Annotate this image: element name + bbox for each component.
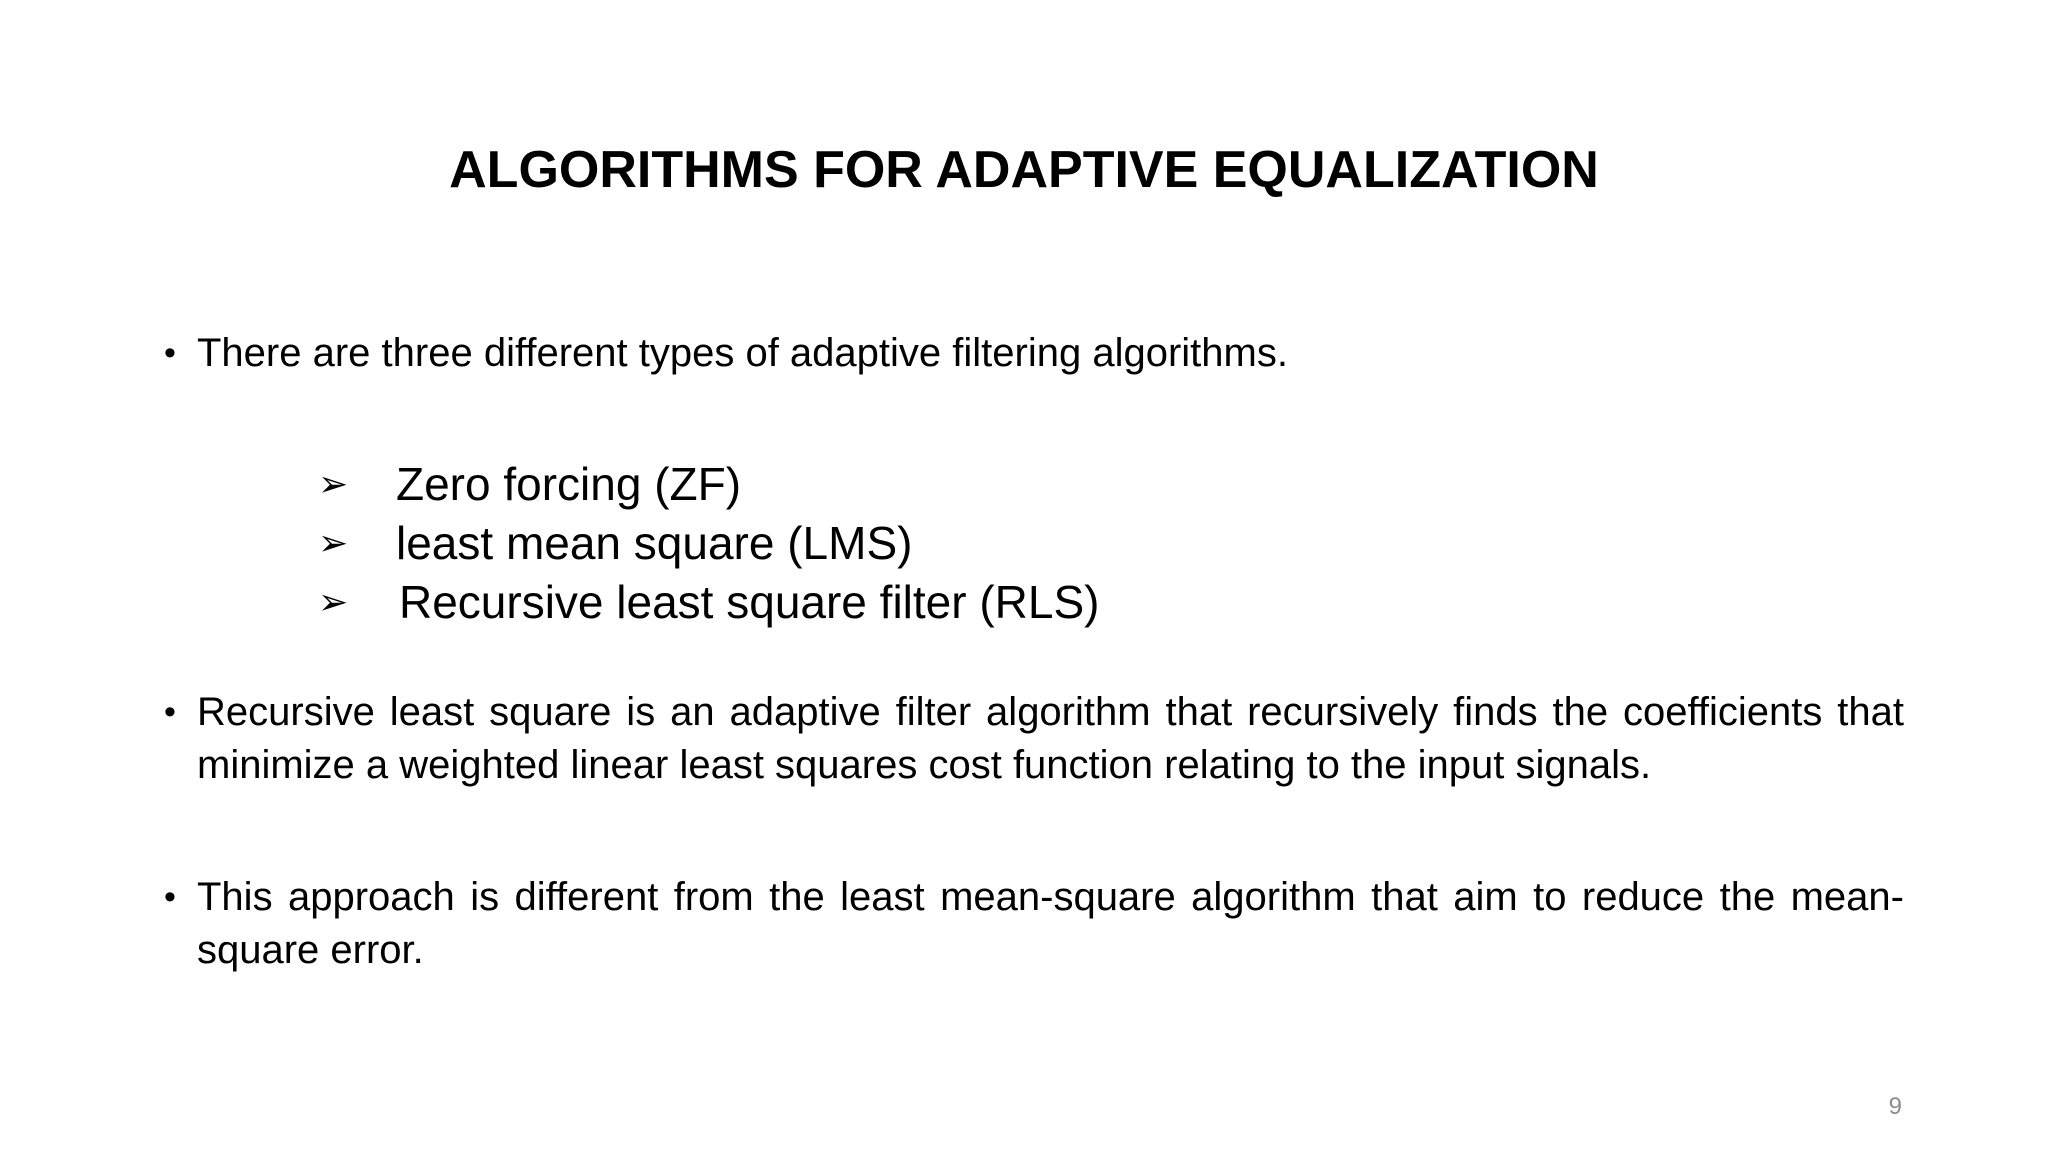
arrow-bullet-icon: ➢ (318, 523, 349, 564)
bullet-intro (164, 327, 1904, 380)
bullet-rls-text: Recursive least square is an adaptive filter algorithm that recursively finds the coefficients that minimize a weighted linear least squares cost function relating to the input signals. (197, 690, 1904, 787)
bullet-dot: • (164, 334, 176, 372)
arrow-bullet-icon: ➢ (318, 464, 349, 505)
bullet-comparison-text: This approach is different from the least mean-square algorithm that aim to reduce the mean-square error. (197, 875, 1904, 972)
bullet-dot: • (164, 878, 176, 916)
page-number: 9 (1888, 1093, 1902, 1120)
bullet-intro-text: There are three different types of adaptive filtering algorithms. (197, 331, 1288, 375)
bullet-comparison (164, 871, 1904, 977)
algorithm-label: least mean square (LMS) (396, 517, 913, 569)
arrow-bullet-icon: ➢ (318, 582, 349, 623)
algorithm-label: Zero forcing (ZF) (396, 458, 742, 510)
algorithm-label: Recursive least square filter (RLS) (399, 576, 1100, 628)
bullet-rls-description (164, 686, 1904, 792)
slide-title: ALGORITHMS FOR ADAPTIVE EQUALIZATION (449, 141, 1599, 199)
bullet-dot: • (164, 693, 176, 731)
